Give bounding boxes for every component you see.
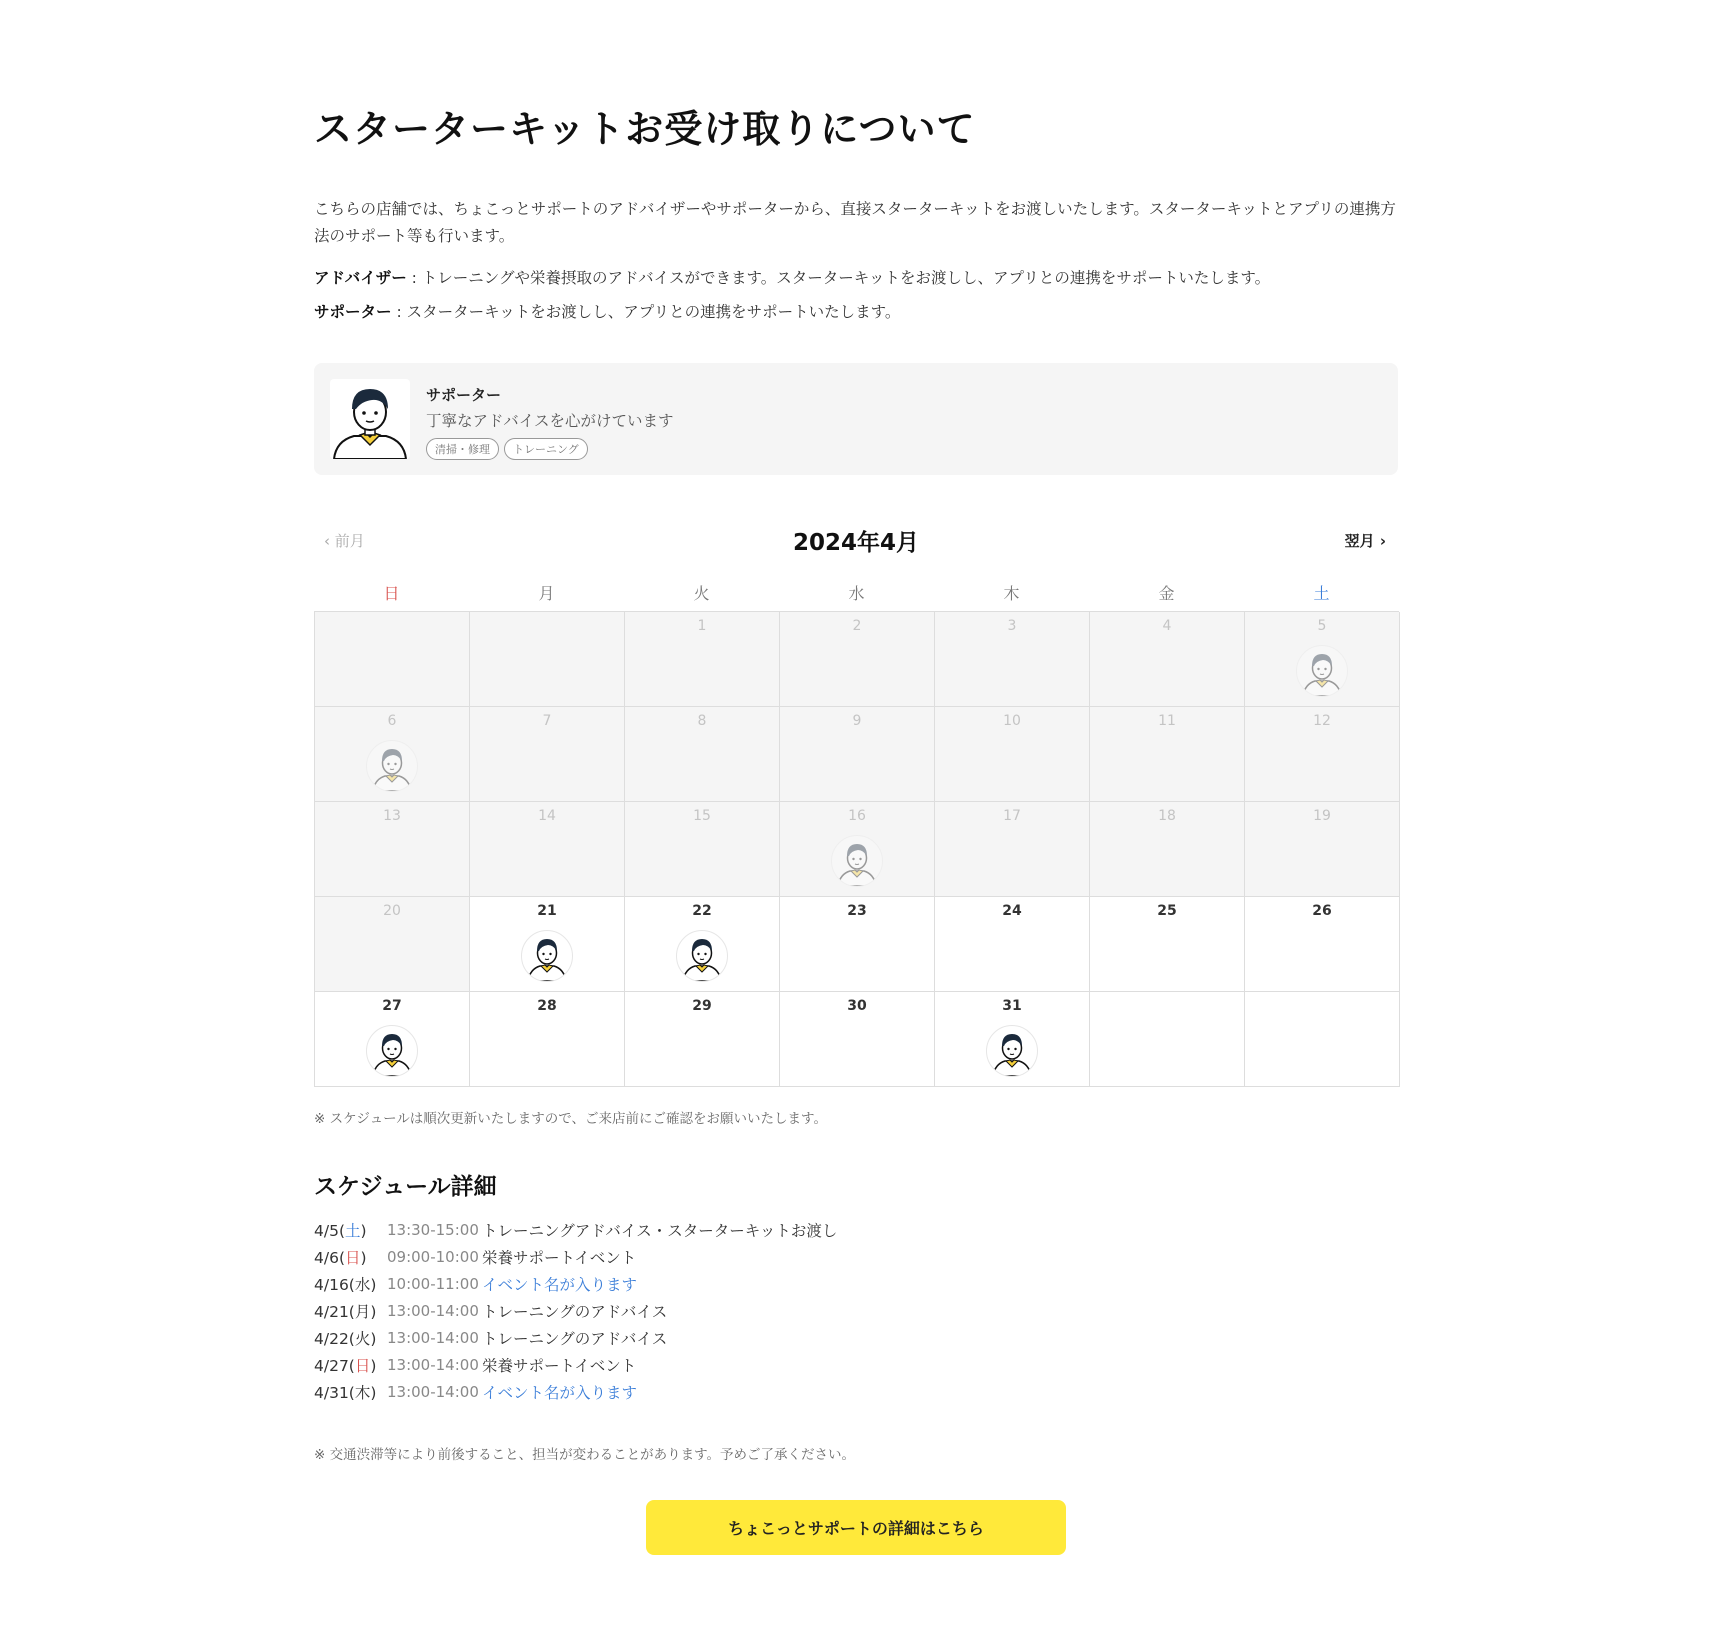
day-number: 7 [542,713,552,729]
day-number: 18 [1158,808,1176,824]
month-title: 2024年4月 [792,530,920,556]
weekday-label: 火 [693,584,710,603]
schedule-date-day: 4/21( [314,1302,355,1321]
calendar-day-cell[interactable] [315,802,470,897]
schedule-item[interactable] [314,1378,837,1405]
calendar-day-cell[interactable] [315,992,470,1087]
chevron-left-icon: ‹ [324,532,330,550]
calendar-day-cell[interactable] [470,897,625,992]
schedule-date-close: ) [360,1221,367,1240]
day-number: 8 [697,713,707,729]
day-number: 6 [387,713,397,729]
calendar-day-cell[interactable] [935,897,1090,992]
weekday-label: 日 [383,584,400,603]
schedule-event-title: トレーニングのアドバイス [482,1302,668,1321]
schedule-date [314,1219,387,1241]
page-title: スターターキットお受け取りについて [314,107,976,151]
calendar-day-cell[interactable] [780,992,935,1087]
day-number: 25 [1157,903,1177,919]
calendar-day-cell[interactable] [315,897,470,992]
day-number: 3 [1007,618,1017,634]
calendar-day-cell[interactable] [935,802,1090,897]
tag: トレーニング [504,438,588,460]
schedule-date-close: ) [360,1248,367,1267]
weekday-label: 月 [538,584,555,603]
next-month-button[interactable] [1345,530,1386,551]
staff-avatar-icon[interactable] [676,930,728,982]
calendar-day-cell[interactable] [1245,897,1400,992]
day-number: 31 [1002,998,1022,1014]
schedule-event-title: 栄養サポートイベント [482,1248,637,1267]
schedule-event-title: トレーニングのアドバイス [482,1329,668,1348]
day-number: 14 [538,808,556,824]
schedule-list [314,1216,837,1405]
role-supporter [314,300,900,322]
calendar-day-cell[interactable] [625,802,780,897]
schedule-time: 09:00-10:00 [387,1247,479,1266]
schedule-date [314,1327,387,1349]
day-number: 2 [852,618,862,634]
day-number: 16 [848,808,866,824]
day-number: 29 [692,998,712,1014]
weekday-header [314,581,1399,604]
weekday-label: 水 [848,584,865,603]
calendar-day-cell[interactable] [935,612,1090,707]
staff-avatar-icon[interactable] [521,930,573,982]
prev-month-label: 前月 [334,532,365,550]
chevron-right-icon: › [1379,532,1386,550]
day-number: 12 [1313,713,1331,729]
calendar-day-cell [315,612,470,707]
calendar-day-cell[interactable] [1245,802,1400,897]
tag-list [426,438,588,460]
day-number: 4 [1162,618,1172,634]
schedule-item[interactable] [314,1270,837,1297]
day-number: 30 [847,998,867,1014]
calendar-day-cell[interactable] [315,707,470,802]
day-number: 19 [1313,808,1331,824]
schedule-date-close: ) [370,1356,377,1375]
calendar-day-cell [470,612,625,707]
schedule-event-link[interactable]: イベント名が入ります [482,1383,638,1402]
schedule-event-title: トレーニングアドバイス・スターターキットお渡し [482,1221,838,1240]
schedule-time: 13:00-14:00 [387,1382,479,1401]
card-role: サポーター [426,386,502,404]
calendar-grid [314,611,1399,1087]
supporter-avatar-icon [330,379,410,459]
calendar-day-cell[interactable] [625,992,780,1087]
calendar-day-cell[interactable] [780,707,935,802]
weekday-label: 金 [1158,584,1175,603]
schedule-date [314,1381,387,1403]
calendar-day-cell [1090,992,1245,1087]
schedule-time: 13:00-14:00 [387,1355,479,1374]
staff-avatar-icon[interactable] [366,1025,418,1077]
schedule-date [314,1273,387,1295]
weekday-label: 土 [1313,584,1330,603]
calendar-day-cell[interactable] [1090,897,1245,992]
schedule-note: ※ スケジュールは順次更新いたしますので、ご来店前にご確認をお願いいたします。 [314,1111,827,1127]
schedule-date [314,1354,387,1376]
schedule-weekday: 日 [354,1356,371,1375]
day-number: 10 [1003,713,1021,729]
intro-text: こちらの店舗では、ちょこっとサポートのアドバイザーやサポーターから、直接スターターキットをお渡しいたします。スターターキットとアプリの連携方法のサポート等も行います。 [314,200,1396,245]
calendar-day-cell[interactable] [935,992,1090,1087]
schedule-time: 13:00-14:00 [387,1328,479,1347]
schedule-weekday: 日 [345,1248,361,1267]
card-description: 丁寧なアドバイスを心がけています [426,412,674,430]
calendar-day-cell[interactable] [1090,802,1245,897]
staff-avatar-icon[interactable] [1296,645,1348,697]
schedule-item [314,1351,837,1378]
schedule-date-day: 4/27( [314,1356,355,1375]
schedule-date-day: 4/6( [314,1248,345,1267]
schedule-time: 13:30-15:00 [387,1220,479,1239]
staff-avatar-icon[interactable] [986,1025,1038,1077]
calendar-day-cell[interactable] [780,802,935,897]
role-advisor [314,266,1270,288]
support-details-button[interactable]: ちょこっとサポートの詳細はこちら [646,1500,1066,1555]
calendar-day-cell[interactable] [780,612,935,707]
schedule-weekday: 月 [354,1302,371,1321]
calendar-day-cell[interactable] [1090,707,1245,802]
schedule-date-day: 4/16( [314,1275,355,1294]
supporter-card [314,363,1398,475]
calendar-day-cell[interactable] [625,897,780,992]
day-number: 9 [852,713,862,729]
schedule-weekday: 水 [354,1275,371,1294]
day-number: 17 [1003,808,1021,824]
day-number: 27 [382,998,402,1014]
calendar-day-cell[interactable] [935,707,1090,802]
role-description: : トレーニングや栄養摂取のアドバイスができます。スターターキットをお渡しし、アプリとの連携をサポートいたします。 [406,269,1271,287]
staff-avatar-icon[interactable] [366,740,418,792]
day-number: 21 [537,903,557,919]
day-number: 22 [692,903,712,919]
day-number: 26 [1312,903,1332,919]
schedule-date [314,1300,387,1322]
calendar-day-cell[interactable] [1245,612,1400,707]
schedule-date-close: ) [370,1329,377,1348]
schedule-event-link[interactable]: イベント名が入ります [482,1275,638,1294]
calendar-day-cell[interactable] [1090,612,1245,707]
next-month-label: 翌月 [1344,532,1375,550]
schedule-date [314,1246,387,1268]
day-number: 13 [383,808,401,824]
calendar-nav [314,522,1398,558]
schedule-date-day: 4/5( [314,1221,345,1240]
calendar-day-cell[interactable] [470,992,625,1087]
schedule-date-close: ) [370,1302,377,1321]
schedule-date-day: 4/22( [314,1329,355,1348]
role-description: : スターターキットをお渡しし、アプリとの連携をサポートいたします。 [391,303,901,321]
role-name: アドバイザー [314,269,407,287]
day-number: 11 [1158,713,1176,729]
schedule-time: 10:00-11:00 [387,1274,479,1293]
schedule-date-close: ) [370,1275,377,1294]
schedule-item [314,1324,837,1351]
schedule-item [314,1297,837,1324]
day-number: 5 [1317,618,1327,634]
role-name: サポーター [314,303,392,321]
weekday-label: 木 [1003,584,1020,603]
schedule-time: 13:00-14:00 [387,1301,479,1320]
day-number: 15 [693,808,711,824]
calendar-day-cell[interactable] [780,897,935,992]
schedule-item [314,1243,837,1270]
calendar-day-cell[interactable] [470,802,625,897]
day-number: 23 [847,903,867,919]
schedule-title: スケジュール詳細 [314,1174,497,1200]
calendar-day-cell [1245,992,1400,1087]
day-number: 1 [697,618,707,634]
day-number: 28 [537,998,557,1014]
schedule-date-close: ) [370,1383,377,1402]
tag: 清掃・修理 [426,438,499,460]
calendar-day-cell[interactable] [1245,707,1400,802]
schedule-item [314,1216,837,1243]
staff-avatar-icon[interactable] [831,835,883,887]
day-number: 20 [383,903,401,919]
calendar-day-cell[interactable] [625,612,780,707]
calendar-day-cell[interactable] [625,707,780,802]
schedule-weekday: 土 [345,1221,361,1240]
schedule-date-day: 4/31( [314,1383,355,1402]
schedule-weekday: 火 [354,1329,371,1348]
schedule-event-title: 栄養サポートイベント [482,1356,637,1375]
calendar-day-cell[interactable] [470,707,625,802]
day-number: 24 [1002,903,1022,919]
schedule-weekday: 木 [354,1383,371,1402]
traffic-note: ※ 交通渋滞等により前後すること、担当が変わることがあります。予めご了承ください。 [314,1447,856,1463]
